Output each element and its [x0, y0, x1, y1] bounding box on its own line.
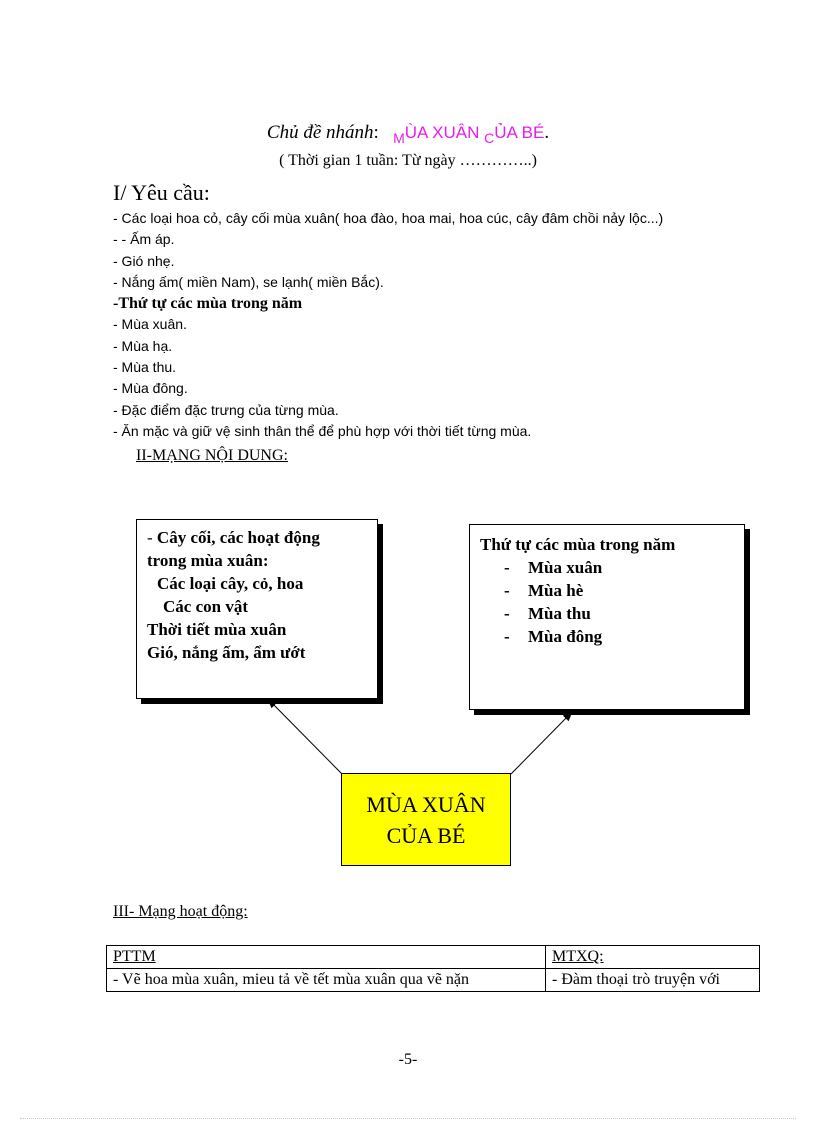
box-line: trong mùa xuân: [147, 551, 269, 570]
box-line: Thời tiết mùa xuân [147, 620, 287, 639]
sub-topic-part1: ÙA XUÂN [404, 123, 485, 142]
page-bottom-divider [20, 1118, 796, 1119]
list-subheading: -Thứ tự các mùa trong năm [113, 295, 303, 313]
list-item: - Đặc điểm đặc trưng của từng mùa. [113, 401, 339, 418]
sub-topic-letter-c: C [484, 130, 495, 146]
activity-network-heading: III- Mạng hoạt động: [113, 903, 248, 920]
requirements-heading: I/ Yêu cầu: [113, 180, 210, 205]
title-period: . [544, 122, 550, 143]
list-item: - Mùa xuân [504, 558, 603, 577]
box-line: Cây cối, các hoạt động [156, 528, 320, 547]
box-title: Thứ tự các mùa trong năm [480, 535, 676, 554]
list-item: - Mùa thu [504, 604, 591, 623]
seasons-order-box [469, 524, 745, 710]
table-cell: - Vẽ hoa mùa xuân, mieu tả về tết mùa xuân qua vẽ nặn [107, 969, 546, 992]
duration-subtitle: ( Thời gian 1 tuần: Từ ngày …………..) [279, 152, 537, 169]
list-item: - Ăn mặc và giữ vệ sinh thân thể để phù hợp với thời tiết từng mùa. [113, 422, 532, 439]
list-item: - Mùa hạ. [113, 337, 173, 354]
sub-topic-part2: ỦA BÉ [494, 123, 545, 142]
page-number: -5- [398, 1051, 418, 1068]
list-item: - Gió nhẹ. [113, 252, 175, 269]
list-item: - Mùa thu. [113, 359, 177, 376]
box-line: Gió, nắng ấm, ẩm ướt [147, 643, 306, 662]
box-dash: - [147, 528, 157, 547]
box-line: Các con vật [163, 597, 248, 616]
table-header-mtxq: MTXQ: [546, 946, 760, 969]
arrow-to-left-box [268, 699, 342, 774]
plants-activities-box [136, 519, 378, 699]
list-item: - Mùa hè [504, 581, 584, 600]
list-item: - Mùa xuân. [113, 316, 187, 333]
list-item: - Mùa đông [504, 627, 603, 646]
central-topic-box [341, 773, 511, 866]
list-item: - - Ấm áp. [113, 231, 175, 248]
arrow-to-right-box [511, 712, 572, 774]
title-colon: : [373, 122, 379, 143]
activity-table [106, 945, 760, 992]
table-cell: - Đàm thoại trò truyện với [546, 969, 760, 992]
sub-topic-label: Chủ đề nhánh [266, 122, 374, 143]
central-topic-line1: MÙA XUÂN [366, 791, 486, 817]
table-row [107, 969, 760, 992]
box-line: Các loại cây, cỏ, hoa [157, 574, 304, 593]
list-item: - Mùa đông. [113, 380, 188, 397]
content-network-heading: II-MẠNG NỘI DUNG: [136, 447, 288, 464]
table-header-pttm: PTTM [107, 946, 546, 969]
table-row [107, 946, 760, 969]
central-topic-line2: CỦA BÉ [386, 822, 466, 848]
list-item: - Các loại hoa cỏ, cây cối mùa xuân( hoa đào, hoa mai, hoa cúc, cây đâm chồi nảy lộc...) [113, 210, 664, 226]
sub-topic-letter-m: M [393, 130, 405, 146]
list-item: - Nắng ấm( miền Nam), se lạnh( miền Bắc). [113, 273, 384, 290]
